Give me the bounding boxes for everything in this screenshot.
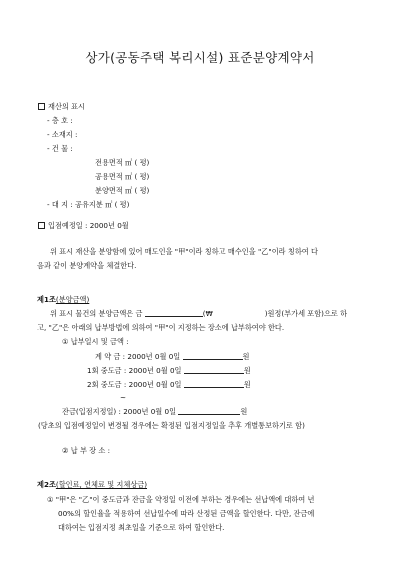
article-2-line-3: 대하여는 입점지정 최초일을 기준으로 하여 할인한다. <box>58 523 225 532</box>
article-2-line-2: 00%의 할인율을 적용하여 선납일수에 따라 산정된 금액을 할인한다. 다만, 잔금에 <box>58 509 315 518</box>
area-common: 공용면적 ㎡ ( 평) <box>95 172 150 181</box>
checkbox-square-icon <box>38 222 45 229</box>
payment-row-interim-1: 1회 중도금 : 2000년 0월 0일 원 <box>87 366 251 375</box>
area-exclusive: 전용면적 ㎡ ( 평) <box>95 158 150 167</box>
payment-row-interim-2: 2회 중도금 : 2000년 0월 0일 원 <box>87 380 251 389</box>
area-sale: 분양면적 ㎡ ( 평) <box>95 186 150 195</box>
payment-row-tilde: ~ <box>120 393 127 402</box>
article-1-line-1: 위 표시 물건의 분양금액은 금 (₩ )원정(부가세 포함)으로 하 <box>50 309 348 318</box>
property-unit: - 층 호 : <box>47 116 73 125</box>
property-location: - 소재지 : <box>47 130 78 139</box>
payment-row-deposit: 계 약 금 : 2000년 0월 0일 원 <box>95 352 250 361</box>
move-in-note: (당초의 입점예정일이 변경될 경우에는 확정된 입점지정일을 추후 개별통보하기로 함) <box>38 421 305 430</box>
property-building: - 건 물 : <box>47 144 73 153</box>
article-1-line-2: 고, "乙"은 아래의 납부방법에 의하여 "甲"이 지정하는 장소에 납부하여야 한다. <box>37 323 285 332</box>
payment-place: ② 납 부 장 소 : <box>62 446 111 455</box>
document-title: 상가(공동주택 복리시설) 표준분양계약서 <box>85 50 315 65</box>
intro-line-2: 음과 같이 분양계약을 체결한다. <box>37 261 137 270</box>
property-heading: 재산의 표시 <box>38 102 85 111</box>
article-2-line-1: ① "甲"은 "乙"이 중도금과 잔금을 약정일 이전에 부하는 경우에는 선납액에 대하여 년 <box>47 495 315 504</box>
property-land: - 대 지 : 공유지분 ㎡ ( 평) <box>47 200 130 209</box>
payment-schedule-label: ① 납부일시 및 금액 : <box>62 337 129 346</box>
move-in-date: 입점예정일 : 2000년 0월 <box>38 221 129 230</box>
article-2-heading: 제2조(할인료, 연체료 및 지체상금) <box>37 480 148 489</box>
price-blank <box>145 309 203 317</box>
article-1-heading: 제1조(분양금액) <box>37 295 90 304</box>
payment-row-final: 잔금(입점지정일) : 2000년 0월 0일 원 <box>62 407 248 416</box>
checkbox-square-icon <box>38 103 45 110</box>
intro-line-1: 위 표시 재산을 분양함에 있어 매도인을 "甲"이라 칭하고 매수인을 "乙"이라 칭하여 다 <box>50 247 318 256</box>
